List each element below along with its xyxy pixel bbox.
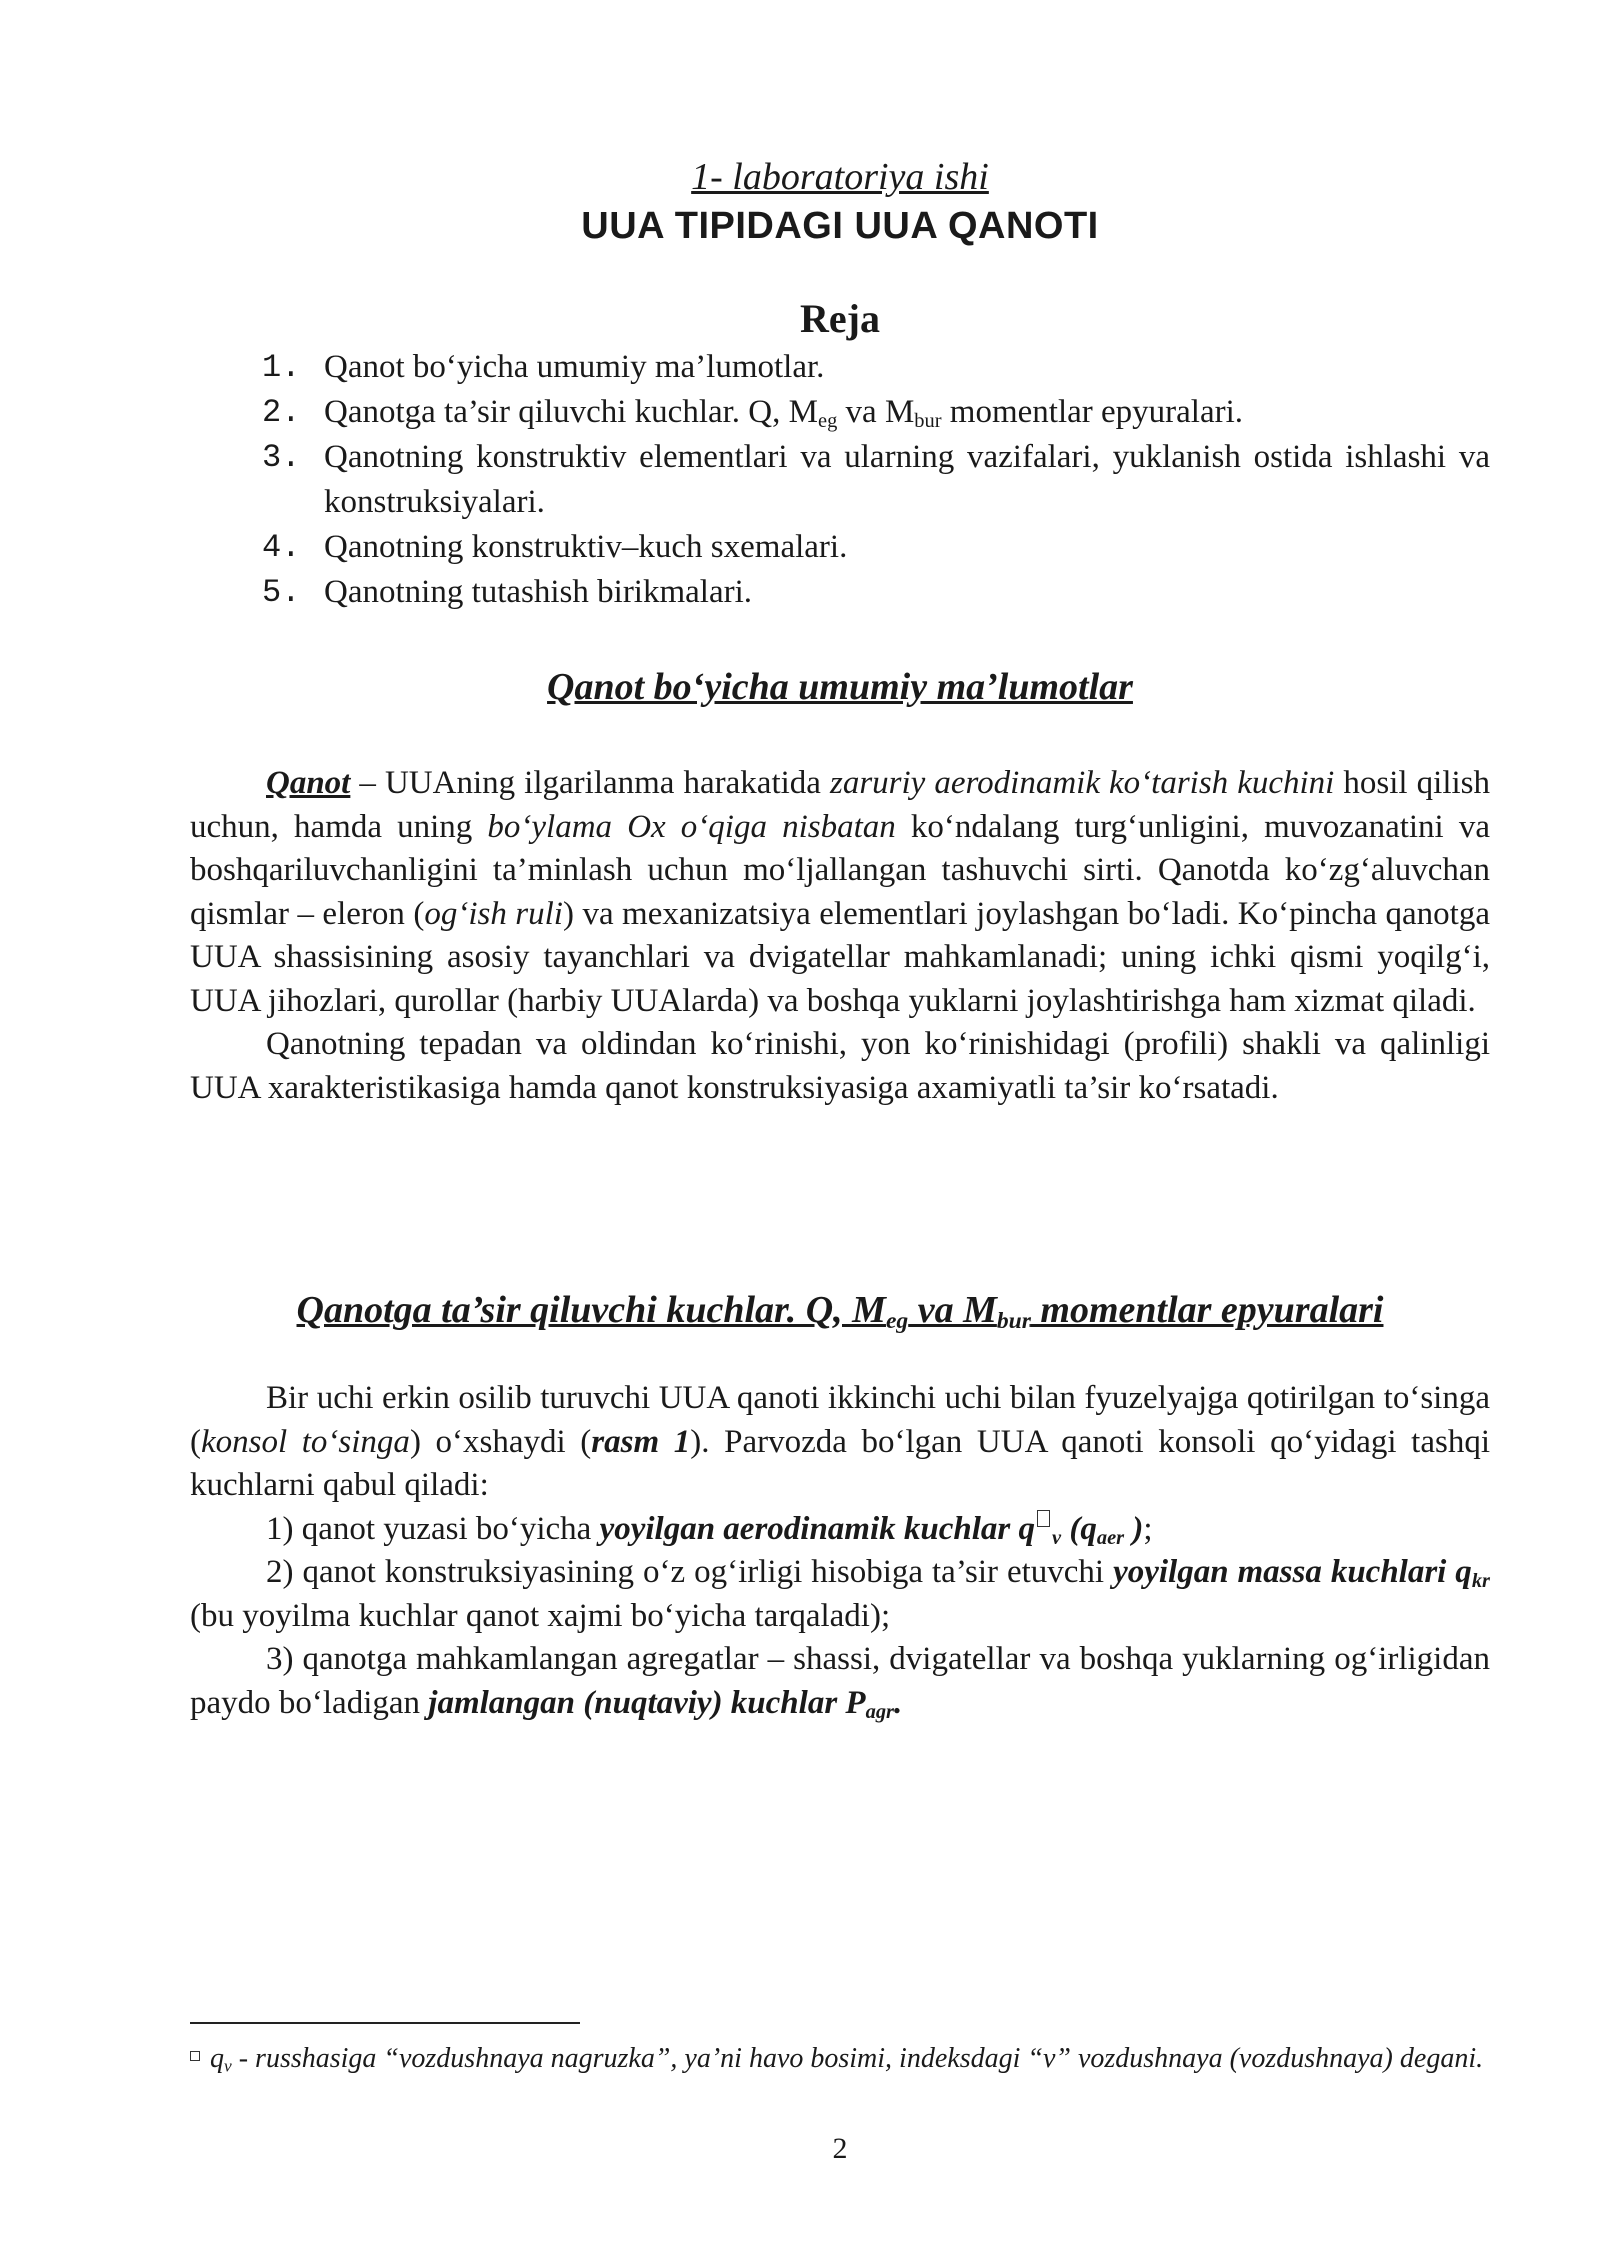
plan-item-text: Qanotning konstruktiv–kuch sxemalari.	[324, 529, 848, 565]
subscript: bur	[914, 410, 942, 433]
text-run: 2) qanot konstruksiyasining o‘z og‘irligi hisobiga ta’sir etuvchi	[266, 1554, 1114, 1590]
footnote-separator	[190, 2022, 580, 2024]
italic-run: bo‘ylama Ox o‘qiga nisbatan	[487, 808, 896, 845]
footnote-text: - russhasiga “vozdushnaya nagruzka”, ya’ni havo bosimi, indeksdagi “v” vozdushnaya (vozdushnaya) degani.	[231, 2043, 1484, 2074]
plan-item-number: 3.	[262, 439, 301, 476]
bold-run: (q	[1061, 1510, 1097, 1547]
text-run: (bu yoyilma kuchlar qanot xajmi bo‘yicha tarqaladi);	[190, 1597, 891, 1634]
section1-body	[190, 762, 1490, 1110]
plan-item-text: Qanotga ta’sir qiluvchi kuchlar. Q, M	[324, 394, 818, 430]
plan-item-text: momentlar epyuralari.	[941, 394, 1244, 430]
plan-item-text: va M	[837, 394, 915, 430]
bold-run: yoyilgan massa kuchlari q	[1113, 1554, 1472, 1590]
section-heading: Qanot bo‘yicha umumiy ma’lumotlar	[547, 666, 1133, 708]
text-run: – UUAning ilgarilanma harakatida	[350, 765, 830, 801]
list-item	[190, 1638, 1490, 1725]
subscript: bur	[996, 1307, 1031, 1334]
subscript: v	[224, 2056, 232, 2076]
paragraph	[190, 762, 1490, 1023]
paragraph	[190, 1377, 1490, 1508]
text-run: hosil qilish uchun, hamda uning	[190, 765, 1490, 845]
text-run: Bir uchi erkin osilib turuvchi UUA qanoti ikkinchi uchi bilan fyuzelyajga qotirilgan to‘singa (	[190, 1380, 1490, 1460]
plan-item	[262, 435, 1490, 525]
subscript: aer	[1096, 1526, 1125, 1549]
italic-run: zaruriy aerodinamik ko‘tarish kuchini	[829, 765, 1335, 801]
text-run: ;	[1143, 1510, 1153, 1547]
section-heading	[190, 1288, 1490, 1332]
paragraph: Qanotning tepadan va oldindan ko‘rinishi, yon ko‘rinishidagi (profili) shakli va qalinligi UUA xarakteristikasiga hamda qanot konstruksiyasiga axamiyatli ta’sir ko‘rsatadi.	[190, 1026, 1490, 1106]
plan-item-number: 5.	[262, 574, 301, 611]
plan-item-number: 1.	[262, 349, 301, 386]
subscript: agr	[865, 1700, 894, 1723]
list-item	[190, 1551, 1490, 1638]
text-run: 3) qanotga mahkamlangan agregatlar – shassi, dvigatellar va boshqa yuklarning og‘irligidan paydo bo‘ladigan	[190, 1641, 1490, 1721]
bold-run: yoyilgan aerodinamik kuchlar q	[599, 1510, 1036, 1547]
footnote	[190, 2040, 1490, 2077]
bold-run: .	[894, 1684, 903, 1721]
plan-list	[262, 345, 1490, 615]
subscript: eg	[818, 410, 838, 433]
text-run: ko‘ndalang turg‘unligini, muvozanatini va boshqariluvchanligini ta’minlash uchun mo‘ljallangan tashuvchi sirti. Qanotda ko‘zg‘aluvchan qismlar – eleron (	[190, 808, 1490, 932]
list-item	[190, 1508, 1490, 1552]
section2-body	[190, 1377, 1490, 1725]
term: Qanot	[266, 765, 351, 801]
text-run: ) o‘xshaydi (	[409, 1423, 592, 1460]
main-title: UUA TIPIDAGI UUA QANOTI	[581, 205, 1099, 247]
heading-run: momentlar epyuralari	[1030, 1289, 1384, 1331]
plan-item-text: Qanotning tutashish birikmalari.	[324, 574, 753, 610]
bold-run: jamlangan (nuqtaviy) kuchlar P	[428, 1684, 866, 1721]
text-run: ) va mexanizatsiya elementlari joylashgan bo‘ladi. Ko‘pincha qanotga UUA shassisining asosiy tayanchlari va dvigatellar mahkamlanadi; uning ichki qismi yoqilg‘i, UUA jihozlari, qurollar (harbiy UUAlarda) va boshqa yuklarni joylashtirishga ham xizmat qiladi.	[190, 895, 1490, 1019]
bold-run: )	[1124, 1510, 1144, 1547]
plan-item-text: Qanot bo‘yicha umumiy ma’lumotlar.	[324, 349, 825, 385]
plan-item	[262, 345, 1490, 390]
heading-run: Qanotga ta’sir qiluvchi kuchlar. Q, M	[296, 1289, 886, 1331]
text-run: ). Parvozda bo‘lgan UUA qanoti konsoli qo‘yidagi tashqi kuchlarni qabul qiladi:	[190, 1423, 1490, 1503]
italic-run: konsol to‘singa	[201, 1423, 410, 1460]
plan-item-number: 4.	[262, 529, 301, 566]
footnote-ref-icon	[1037, 1510, 1050, 1527]
plan-item	[262, 525, 1490, 570]
lab-title: 1- laboratoriya ishi	[691, 156, 989, 198]
plan-item	[262, 570, 1490, 615]
footnote-symbol: q	[210, 2043, 224, 2074]
heading-run: va M	[908, 1289, 997, 1331]
subscript: eg	[885, 1307, 909, 1334]
plan-item-number: 2.	[262, 394, 301, 431]
subscript: v	[1052, 1526, 1062, 1549]
italic-run: og‘ish ruli	[424, 895, 563, 932]
page-number: 2	[832, 2132, 848, 2165]
footnote-mark-icon	[190, 2051, 200, 2061]
plan-heading: Reja	[800, 296, 880, 341]
figure-ref: rasm 1	[591, 1423, 691, 1460]
plan-item-text: Qanotning konstruktiv elementlari va ularning vazifalari, yuklanish ostida ishlashi va konstruksiyalari.	[324, 439, 1490, 520]
subscript: kr	[1471, 1570, 1490, 1593]
text-run: 1) qanot yuzasi bo‘yicha	[266, 1510, 600, 1547]
plan-item	[262, 390, 1490, 435]
